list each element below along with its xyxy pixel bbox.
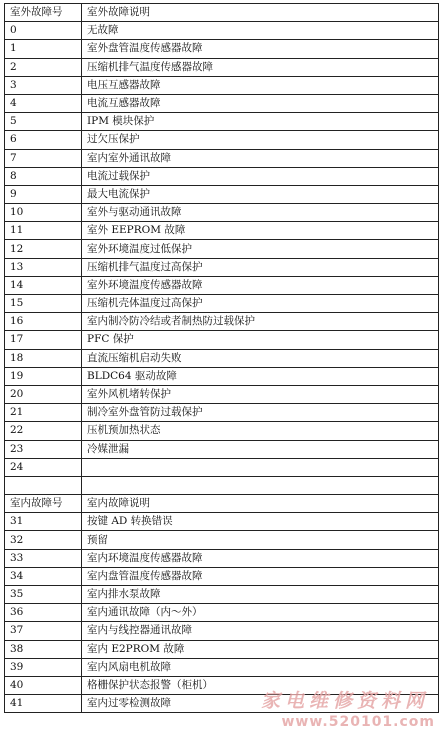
indoor-fault-row: [5, 531, 439, 549]
outdoor-fault-code: 17: [5, 331, 82, 349]
outdoor-fault-row: [5, 349, 439, 367]
outdoor-fault-code: 20: [5, 385, 82, 403]
indoor-fault-desc: 室内与线控器通讯故障: [82, 622, 439, 640]
outdoor-fault-desc: PFC 保护: [82, 331, 439, 349]
indoor-fault-row: [5, 622, 439, 640]
indoor-fault-code: 35: [5, 586, 82, 604]
outdoor-fault-row: [5, 331, 439, 349]
indoor-header-row: [5, 495, 439, 513]
indoor-fault-row: [5, 695, 439, 713]
outdoor-fault-desc: 压缩机排气温度过高保护: [82, 258, 439, 276]
outdoor-fault-row: [5, 385, 439, 403]
indoor-fault-desc: 室内风扇电机故障: [82, 658, 439, 676]
outdoor-fault-desc: 无故障: [82, 22, 439, 40]
outdoor-fault-row: [5, 276, 439, 294]
outdoor-fault-row: [5, 40, 439, 58]
indoor-fault-code: 33: [5, 549, 82, 567]
outdoor-fault-row: [5, 94, 439, 112]
outdoor-fault-desc: 室外盘管温度传感器故障: [82, 40, 439, 58]
indoor-fault-desc: 预留: [82, 531, 439, 549]
outdoor-fault-row: [5, 295, 439, 313]
outdoor-fault-code: 18: [5, 349, 82, 367]
watermark-url: www.520101.com: [281, 714, 435, 730]
outdoor-fault-code: 23: [5, 440, 82, 458]
outdoor-fault-row: [5, 22, 439, 40]
indoor-fault-code: 40: [5, 676, 82, 694]
outdoor-fault-code: 12: [5, 240, 82, 258]
outdoor-fault-code: 15: [5, 295, 82, 313]
indoor-fault-row: [5, 658, 439, 676]
fault-code-table: [4, 3, 439, 713]
outdoor-fault-code: 14: [5, 276, 82, 294]
indoor-fault-code: 38: [5, 640, 82, 658]
outdoor-fault-desc: 最大电流保护: [82, 185, 439, 203]
outdoor-fault-row: [5, 76, 439, 94]
outdoor-fault-desc: IPM 模块保护: [82, 113, 439, 131]
indoor-fault-row: [5, 640, 439, 658]
indoor-fault-desc: 室内盘管温度传感器故障: [82, 567, 439, 585]
indoor-desc-header: 室内故障说明: [82, 495, 439, 513]
outdoor-fault-row: [5, 204, 439, 222]
indoor-fault-row: [5, 513, 439, 531]
outdoor-fault-code: 10: [5, 204, 82, 222]
outdoor-fault-code: 21: [5, 404, 82, 422]
indoor-fault-desc: 室内环境温度传感器故障: [82, 549, 439, 567]
indoor-fault-desc: 室内过零检测故障: [82, 695, 439, 713]
outdoor-fault-desc: 直流压缩机启动失败: [82, 349, 439, 367]
outdoor-fault-desc: 电流互感器故障: [82, 94, 439, 112]
outdoor-fault-desc: 电压互感器故障: [82, 76, 439, 94]
outdoor-fault-desc: 压缩机排气温度传感器故障: [82, 58, 439, 76]
blank-separator-row: [5, 476, 439, 494]
outdoor-fault-code: 22: [5, 422, 82, 440]
outdoor-fault-row: [5, 149, 439, 167]
outdoor-fault-code: 13: [5, 258, 82, 276]
indoor-fault-desc: 室内排水泵故障: [82, 586, 439, 604]
outdoor-fault-row: [5, 367, 439, 385]
indoor-fault-code: 31: [5, 513, 82, 531]
outdoor-fault-row: [5, 167, 439, 185]
outdoor-fault-row: [5, 185, 439, 203]
outdoor-fault-code: 6: [5, 131, 82, 149]
outdoor-fault-desc: BLDC64 驱动故障: [82, 367, 439, 385]
outdoor-fault-row: [5, 458, 439, 476]
outdoor-fault-code: 11: [5, 222, 82, 240]
outdoor-fault-row: [5, 131, 439, 149]
indoor-fault-code: 32: [5, 531, 82, 549]
indoor-fault-row: [5, 604, 439, 622]
outdoor-fault-code: 16: [5, 313, 82, 331]
outdoor-fault-code: 5: [5, 113, 82, 131]
outdoor-fault-code: 9: [5, 185, 82, 203]
outdoor-fault-desc: 制冷室外盘管防过载保护: [82, 404, 439, 422]
outdoor-fault-desc: 压机预加热状态: [82, 422, 439, 440]
outdoor-fault-row: [5, 113, 439, 131]
indoor-fault-row: [5, 676, 439, 694]
outdoor-fault-desc: 室外风机堵转保护: [82, 385, 439, 403]
outdoor-fault-code: 0: [5, 22, 82, 40]
outdoor-fault-desc: 室外 EEPROM 故障: [82, 222, 439, 240]
outdoor-fault-row: [5, 313, 439, 331]
outdoor-fault-code: 2: [5, 58, 82, 76]
outdoor-fault-row: [5, 240, 439, 258]
indoor-fault-code: 34: [5, 567, 82, 585]
outdoor-fault-row: [5, 422, 439, 440]
outdoor-fault-desc: 室外环境温度传感器故障: [82, 276, 439, 294]
outdoor-fault-desc: 过欠压保护: [82, 131, 439, 149]
indoor-code-header: 室内故障号: [5, 495, 82, 513]
indoor-fault-desc: 室内 E2PROM 故障: [82, 640, 439, 658]
outdoor-fault-desc: 压缩机壳体温度过高保护: [82, 295, 439, 313]
outdoor-code-header: 室外故障号: [5, 4, 82, 22]
outdoor-fault-row: [5, 440, 439, 458]
indoor-fault-row: [5, 586, 439, 604]
outdoor-fault-code: 24: [5, 458, 82, 476]
outdoor-fault-desc: 室外环境温度过低保护: [82, 240, 439, 258]
outdoor-fault-desc: 电流过载保护: [82, 167, 439, 185]
outdoor-fault-code: 7: [5, 149, 82, 167]
indoor-fault-desc: 按键 AD 转换错误: [82, 513, 439, 531]
outdoor-fault-desc: 室外与驱动通讯故障: [82, 204, 439, 222]
outdoor-fault-row: [5, 258, 439, 276]
blank-cell: [5, 476, 82, 494]
outdoor-fault-row: [5, 222, 439, 240]
outdoor-fault-row: [5, 58, 439, 76]
outdoor-fault-code: 4: [5, 94, 82, 112]
blank-cell: [82, 476, 439, 494]
outdoor-desc-header: 室外故障说明: [82, 4, 439, 22]
indoor-fault-code: 39: [5, 658, 82, 676]
outdoor-fault-desc: 室内制冷防冷结或者制热防过载保护: [82, 313, 439, 331]
indoor-fault-desc: 格栅保护状态报警（柜机）: [82, 676, 439, 694]
outdoor-fault-desc: 室内室外通讯故障: [82, 149, 439, 167]
indoor-fault-row: [5, 549, 439, 567]
outdoor-fault-desc: 冷媒泄漏: [82, 440, 439, 458]
outdoor-fault-code: 19: [5, 367, 82, 385]
outdoor-fault-desc: [82, 458, 439, 476]
outdoor-fault-row: [5, 404, 439, 422]
indoor-fault-desc: 室内通讯故障（内～外）: [82, 604, 439, 622]
outdoor-fault-code: 1: [5, 40, 82, 58]
indoor-fault-code: 37: [5, 622, 82, 640]
fault-table-body: [5, 4, 439, 713]
outdoor-fault-code: 8: [5, 167, 82, 185]
indoor-fault-code: 41: [5, 695, 82, 713]
outdoor-header-row: [5, 4, 439, 22]
indoor-fault-code: 36: [5, 604, 82, 622]
watermark-title: 家电维修资料网: [260, 690, 429, 712]
outdoor-fault-code: 3: [5, 76, 82, 94]
indoor-fault-row: [5, 567, 439, 585]
